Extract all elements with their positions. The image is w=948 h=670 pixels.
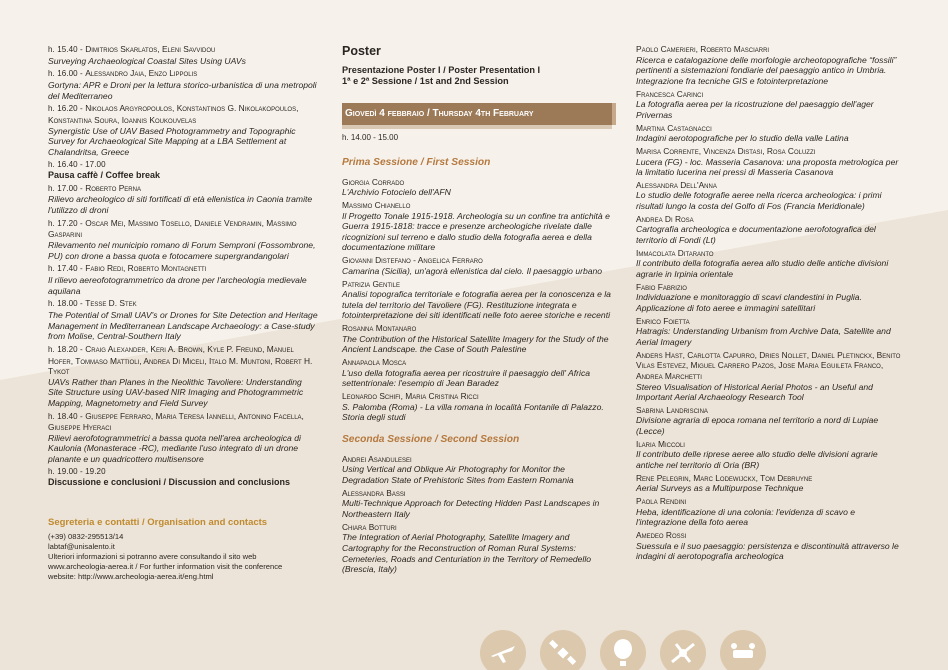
poster-entry: [636, 123, 906, 144]
poster-authors: Paola Rendini: [636, 496, 687, 507]
poster-entry: [342, 454, 612, 486]
day-banner-shadow: [342, 125, 612, 129]
entry-time: h. 17.20 -: [48, 218, 83, 228]
closing-time: h. 19.00 - 19.20: [48, 466, 106, 476]
entry-time: h. 17.00 -: [48, 183, 83, 193]
camera-drone-icon: [720, 630, 766, 670]
entry-title: Synergistic Use of UAV Based Photogrammetry and Topographic Survey for Archaeological Site Mapping at a LBA Settlement at Chalandritsa, Greece: [48, 125, 296, 157]
poster-title: Camarina (Sicilia), un'agorà ellenistica dal cielo. Il paesaggio urbano: [342, 265, 603, 276]
entry-header: [48, 68, 318, 80]
entry-time: h. 18.40 -: [48, 411, 83, 421]
poster-entry: [342, 522, 612, 575]
poster-authors: Immacolata Ditaranto: [636, 247, 714, 258]
schedule-entry: [48, 44, 318, 66]
poster-title: Cartografia archeologica e documentazione aerofotografica del territorio di Fondi (Lt): [636, 224, 876, 246]
poster-authors: Sabrina Landriscina: [636, 404, 708, 415]
poster-title: Individuazione e monitoraggio di scavi clandestini in Puglia. Applicazione di foto aeree e immagini satellitari: [636, 292, 862, 313]
entry-header: [48, 218, 318, 240]
contact-line: labtaf@unisalento.it: [48, 541, 115, 551]
day-banner-label: Giovedì 4 febbraio / Thursday 4th February: [345, 108, 534, 119]
entry-authors: Alessandro Jaia, Enzo Lippolis: [85, 68, 198, 79]
entry-time: h. 16.00 -: [48, 69, 83, 79]
contact-line: (+39) 0832-295513/14: [48, 531, 124, 541]
entry-header: [48, 298, 318, 310]
entry-title: Il rilievo aereofotogrammetrico da drone per l'archeologia medievale aquilana: [48, 275, 307, 296]
entry-title: UAVs Rather than Planes in the Neolithic Tavoliere: Understanding Site Structure using UAV-based NIR Imaging and Photogrammetric Mapping, Magnetometry and Field Survey: [48, 376, 304, 408]
poster-authors: Giorgia Corrado: [342, 176, 405, 187]
session-2-heading: Seconda Sessione / Second Session: [342, 433, 520, 445]
poster-title: The Contribution of the Historical Satellite Imagery for the Study of the Ancient Landscape. the Case of South Palestine: [342, 333, 609, 355]
entry-authors: Oscar Mei, Massimo Tosello, Daniele Vendramin, Massimo Gasparini: [48, 217, 297, 240]
entry-authors: Fabio Redi, Roberto Montagnetti: [85, 263, 207, 274]
entry-title: Rilievi aerofotogrammetrici a bassa quota nell'area archeologica di Kaulonia (Monasterace -RC), mediante l'uso integrato di un drone planante e un quadricottero multisensore: [48, 432, 301, 465]
poster-authors: Andrea Di Rosa: [636, 213, 694, 224]
balloon-icon: [600, 630, 646, 670]
entry-title: Rilievo archeologico di siti fortificati di età ellenistica in Caonia tramite l'utilizzo di droni: [48, 194, 313, 216]
break-label: Pausa caffè / Coffee break: [48, 170, 161, 181]
poster-entry: [636, 530, 906, 562]
poster-entry: [636, 44, 906, 86]
poster-entry: [636, 405, 906, 437]
poster-title: S. Palomba (Roma) - La villa romana in località Fontanile di Palazzo. Storia degli studi: [342, 401, 604, 423]
entry-authors: Nikolaos Argyropoulos, Konstantinos G. Nikolakopoulos, Konstantina Soura, Ioannis Koukouvelas: [48, 103, 299, 125]
airplane-icon: [480, 630, 526, 670]
poster-authors: Alessandra Dell'Anna: [636, 179, 717, 190]
poster-title: Heba, identificazione di una colonia: l'evidenza di scavo e l'integrazione della foto aerea: [636, 506, 856, 528]
entry-header: [48, 44, 318, 56]
poster-title: Il contributo della fotografia aerea allo studio delle antiche divisioni agrarie in Irpinia orientale: [636, 258, 889, 279]
poster-authors: Chiara Botturi: [342, 521, 397, 532]
poster-authors: Martina Castagnacci: [636, 122, 712, 133]
icon-row: [480, 630, 780, 670]
poster-entry: [636, 146, 906, 178]
poster-title: Lucera (FG) - loc. Masseria Casanova: una proposta metrologica per la limitatio lucerina nei pressi di Masseria Casanova: [636, 156, 899, 178]
poster-entry: [342, 323, 612, 355]
poster-title: Lo studio delle fotografie aeree nella ricerca archeologica: i primi risultati lungo la costa del Golfo di Fos (Francia Meridionale): [636, 190, 882, 212]
poster-title: Aerial Surveys as a Multipurpose Technique: [636, 483, 804, 494]
contact-block: [48, 532, 318, 582]
poster-entry: [342, 488, 612, 520]
poster-authors: Marisa Corrente, Vincenza Distasi, Rosa Coluzzi: [636, 145, 816, 156]
poster-title: Ricerca e catalogazione delle morfologie archeotopografiche “fossili” pertinenti a sistemazioni fondiarie del paesaggio antico in Umbria. Integrazione fra tecniche GIS e fotointerpretazione: [636, 54, 897, 86]
break-time: h. 16.40 - 17.00: [48, 159, 106, 169]
poster-entry: [636, 89, 906, 121]
poster-title: Stereo Visualisation of Historical Aerial Photos - an Useful and Important Aerial Archaeology Research Tool: [636, 381, 873, 403]
poster-subtitle-2: 1ª e 2ª Sessione / 1st and 2nd Session: [342, 76, 509, 86]
entry-time: h. 18.00 -: [48, 299, 83, 309]
entry-authors: Roberto Perna: [85, 182, 141, 193]
poster-authors: Leonardo Schifi, Maria Cristina Ricci: [342, 391, 479, 401]
right-posters: [636, 44, 906, 562]
poster-title: The Integration of Aerial Photography, Satellite Imagery and Cartography for the Reconstruction of Roman Rural Systems: Cemeteries, Roads and Centuriation in the Territory of Remedello (Brescia, Italy): [342, 532, 592, 575]
poster-entry: [636, 316, 906, 348]
schedule-entry: [48, 218, 318, 261]
day-banner: [342, 103, 612, 125]
schedule-column-left: [48, 44, 318, 582]
poster-entry: [636, 496, 906, 528]
poster-entry: [636, 282, 906, 314]
poster-title: La fotografia aerea per la ricostruzione del paesaggio dell'ager Privernas: [636, 99, 874, 120]
entry-title: Surveying Archaeological Coastal Sites Using UAVs: [48, 55, 246, 66]
poster-authors: Annapaola Mosca: [342, 357, 407, 368]
session-1-posters: [342, 177, 612, 423]
poster-title: Analisi topografica territoriale e fotografia aerea per la conoscenza e la tutela del territorio del Tavoliere (FG). Restituzione integrata e fotointerpretazione dei siti identificati nelle foto aeree storiche e recenti: [342, 289, 611, 321]
poster-authors: Enrico Foietta: [636, 315, 690, 326]
entry-time: h. 18.20 -: [48, 344, 83, 354]
day-banner-edge: [612, 103, 616, 125]
entry-time: h. 15.40 -: [48, 45, 83, 54]
entry-time: h. 17.40 -: [48, 264, 83, 274]
session-time: h. 14.00 - 15.00: [342, 133, 399, 142]
poster-authors: Francesca Carinci: [636, 88, 704, 99]
entry-header: [48, 263, 318, 275]
poster-title: L'Archivio Fotocielo dell'AFN: [342, 187, 451, 198]
entry-authors: Giuseppe Ferraro, Maria Teresa Iannelli, Antonino Facella, Giuseppe Hyeraci: [48, 410, 304, 433]
schedule-entry: [48, 411, 318, 465]
satellite-icon: [540, 630, 586, 670]
poster-authors: Ilaria Miccoli: [636, 438, 685, 449]
poster-entry: [636, 439, 906, 471]
entry-header: [48, 183, 318, 195]
poster-authors: Rene Pelegrin, Marc Lodewijckx, Tom Debruyne: [636, 472, 813, 483]
poster-title: Il contributo delle riprese aeree allo studio delle divisioni agrarie antiche nel territorio di Oria (BR): [636, 449, 878, 471]
left-entries-2: [48, 183, 318, 465]
schedule-entry: [48, 183, 318, 216]
poster-entry: [342, 279, 612, 321]
schedule-entry: [48, 68, 318, 101]
poster-entry: [636, 473, 906, 494]
entry-authors: Tesse D. Stek: [85, 298, 137, 309]
poster-authors: Alessandra Bassi: [342, 487, 406, 498]
entry-header: [48, 411, 318, 433]
coffee-break: [48, 160, 318, 181]
poster-entry: [342, 391, 612, 423]
contact-heading: Segreteria e contatti / Organisation and contacts: [48, 517, 268, 529]
entry-header: [48, 344, 318, 377]
contact-line: website: http://www.archeologia-aerea.it/eng.html: [48, 571, 214, 581]
poster-title: Using Vertical and Oblique Air Photography for Monitor the Degradation State of Prehistoric Sites from Eastern Romania: [342, 464, 574, 485]
schedule-entry: [48, 103, 318, 157]
entry-title: Rilevamento nel municipio romano di Forum Semproni (Fossombrone, PU) con drone a bassa quota e fotocamere supergrandangolari: [48, 240, 316, 261]
poster-entry: [342, 200, 612, 253]
poster-title: Divisione agraria di epoca romana nel territorio a nord di Lupiae (Lecce): [636, 415, 879, 437]
contact-line: Ulteriori informazioni si potranno avere consultando il sito web: [48, 551, 257, 561]
poster-authors: Paolo Camerieri, Roberto Masciarri: [636, 44, 770, 54]
entry-title: The Potential of Small UAV's or Drones for Site Detection and Heritage Management in Mediterranean Landscape Archaeology: a Case-study from Molise, Central-Southern Italy: [48, 309, 318, 342]
poster-column-right: [636, 44, 906, 564]
entry-title: Gortyna: APR e Droni per la lettura storico-urbanistica di una metropoli del Mediterraneo: [48, 79, 317, 101]
entry-authors: Dimitrios Skarlatos, Eleni Savvidou: [85, 44, 216, 54]
poster-title: Indagini aerotopografiche per lo studio della valle Latina: [636, 133, 849, 144]
poster-title: Suessula e il suo paesaggio: persistenza e discontinuità attraverso le indagini di aerotopografia archeologica: [636, 540, 899, 562]
contact-line: www.archeologia-aerea.it / For further information visit the conference: [48, 561, 283, 571]
poster-authors: Rosanna Montanaro: [342, 323, 417, 334]
poster-authors: Anders Hast, Carlotta Capurro, Dries Nollet, Daniel Pletinckx, Benito Vilas Estevez, Miguel Carrero Pazos, Jose Maria Eguileta Franco, Andrea Marchetti: [636, 349, 901, 381]
poster-entry: [636, 180, 906, 212]
entry-time: h. 16.20 -: [48, 104, 83, 114]
poster-subtitle-1: Presentazione Poster I / Poster Presentation I: [342, 65, 541, 75]
poster-heading: Poster: [342, 44, 381, 58]
schedule-entry: [48, 263, 318, 296]
poster-title: L'uso della fotografia aerea per ricostruire il paesaggio dell' Africa settentrionale: l'esempio di Jean Baradez: [342, 367, 591, 389]
schedule-entry: [48, 298, 318, 341]
poster-title: Multi-Technique Approach for Detecting Hidden Past Landscapes in Northeastern Italy: [342, 498, 600, 519]
poster-title: Il Progetto Tonale 1915-1918. Archeologia su un confine tra antichità e Guerra 1915-1818: tracce e presenze archeologiche rivelate dalle ricognizioni sul terreno e dallo studio della fotografia aerea e della documentazione militare: [342, 210, 610, 253]
closing-label: Discussione e conclusioni / Discussion and conclusions: [48, 477, 291, 488]
poster-entry: [342, 255, 612, 276]
poster-authors: Giovanni Distefano - Angelica Ferraro: [342, 255, 483, 266]
entry-header: [48, 103, 318, 125]
poster-entry: [342, 177, 612, 198]
poster-entry: [342, 357, 612, 389]
session-1-heading: Prima Sessione / First Session: [342, 156, 491, 168]
poster-authors: Massimo Chianello: [342, 199, 411, 210]
entry-authors: Craig Alexander, Keri A. Brown, Kyle P. Freund, Manuel Hofer, Tommaso Mattioli, Andrea Di Miceli, Italo M. Muntoni, Robert H. Tykot: [48, 343, 313, 377]
poster-entry: [636, 350, 906, 403]
poster-authors: Andrei Asandulesei: [342, 453, 412, 464]
poster-authors: Patrizia Gentile: [342, 278, 400, 289]
closing: [48, 467, 318, 488]
poster-authors: Amedeo Rossi: [636, 530, 687, 541]
poster-entry: [636, 214, 906, 246]
poster-column-middle: [342, 44, 612, 577]
left-entries: [48, 44, 318, 157]
poster-title: Hatragis: Understanding Urbanism from Archive Data, Satellite and Aerial Imagery: [636, 326, 891, 347]
schedule-entry: [48, 344, 318, 409]
poster-authors: Fabio Fabrizio: [636, 281, 687, 292]
poster-entry: [636, 248, 906, 280]
session-2-posters: [342, 454, 612, 575]
drone-icon: [660, 630, 706, 670]
